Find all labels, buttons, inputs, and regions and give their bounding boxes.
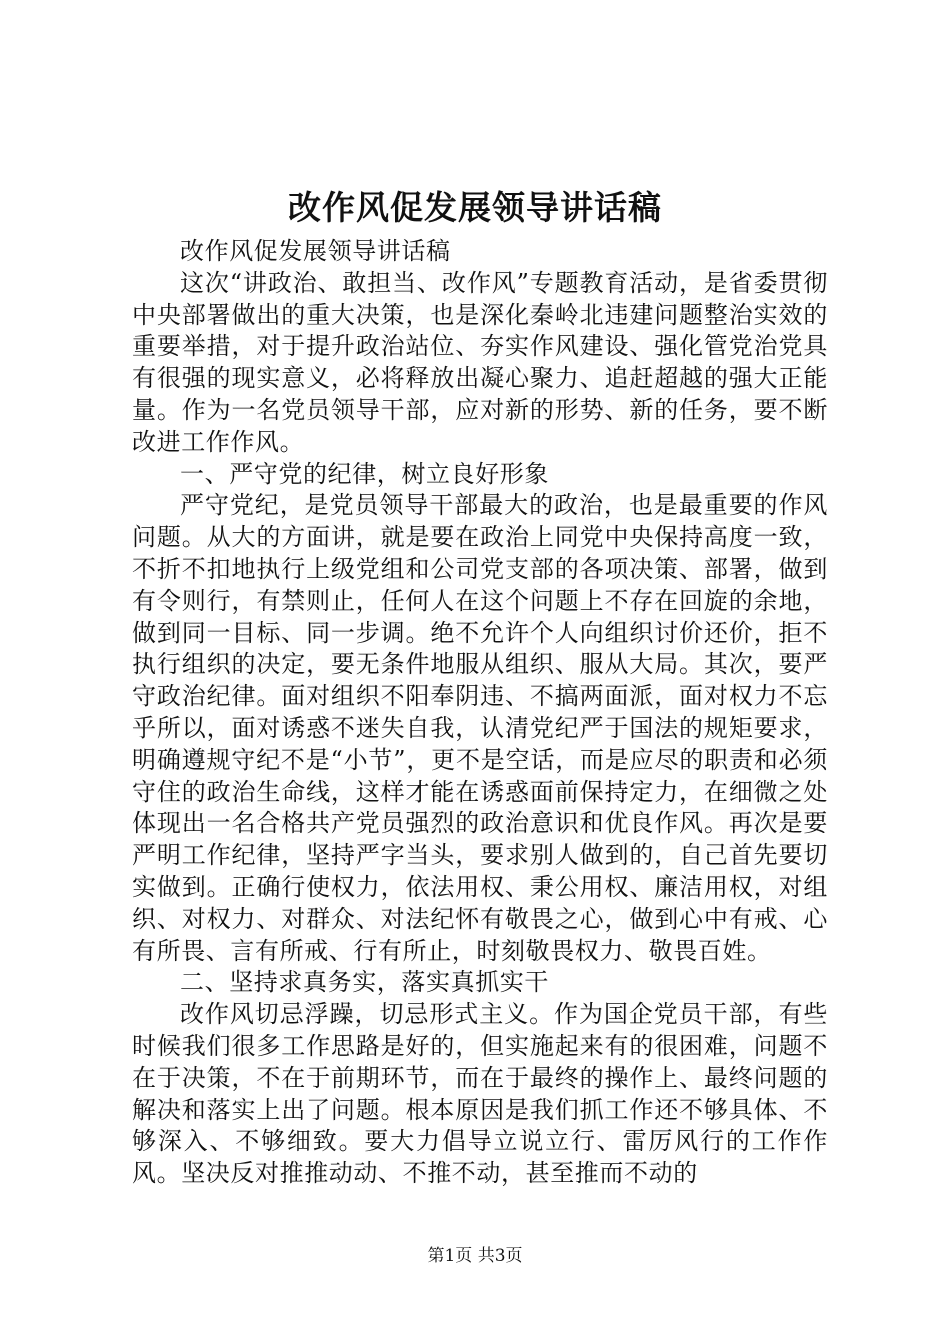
- section-1-paragraph: 严守党纪，是党员领导干部最大的政治，也是最重要的作风问题。从大的方面讲，就是要在政治上同党中央保持高度一致，不折不扣地执行上级党组和公司党支部的各项决策、部署，做到有令则行，有禁则止，任何人在这个问题上不存在回旋的余地，做到同一目标、同一步调。绝不允许个人向组织讨价还价，拒不执行组织的决定，要无条件地服从组织、服从大局。其次，要严守政治纪律。面对组织不阳奉阴违、不搞两面派，面对权力不忘乎所以，面对诱惑不迷失自我，认清党纪严于国法的规矩要求，明确遵规守纪不是“小节”，更不是空话，而是应尽的职责和必须守住的政治生命线，这样才能在诱惑面前保持定力，在细微之处体现出一名合格共产党员强烈的政治意识和优良作风。再次是要严明工作纪律，坚持严字当头，要求别人做到的，自己首先要切实做到。正确行使权力，依法用权、秉公用权、廉洁用权，对组织、对权力、对群众、对法纪怀有敬畏之心，做到心中有戒、心有所畏、言有所戒、行有所止，时刻敬畏权力、敬畏百姓。: [132, 491, 828, 965]
- intro-paragraph: 这次“讲政治、敢担当、改作风”专题教育活动，是省委贯彻中央部署做出的重大决策，也是深化秦岭北违建问题整治实效的重要举措，对于提升政治站位、夯实作风建设、强化管党治党具有很强的现实意义，必将释放出凝心聚力、追赶超越的强大正能量。作为一名党员领导干部，应对新的形势、新的任务，要不断改进工作作风。: [132, 268, 828, 456]
- page-footer: 第1页 共3页: [427, 1246, 523, 1266]
- subtitle-paragraph: 改作风促发展领导讲话稿: [180, 237, 451, 265]
- section-heading-1: 一、严守党的纪律，树立良好形象: [180, 459, 549, 488]
- page-title: 改作风促发展领导讲话稿: [288, 188, 662, 227]
- section-2-paragraph: 改作风切忌浮躁，切忌形式主义。作为国企党员干部，有些时候我们很多工作思路是好的，但实施起来有的很困难，问题不在于决策，不在于前期环节，而在于最终的操作上、最终问题的解决和落实上出了问题。根本原因是我们抓工作还不够具体、不够深入、不够细致。要大力倡导立说立行、雷厉风行的工作作风。坚决反对推推动动、不推不动，甚至推而不动的: [132, 1000, 828, 1188]
- document-body: [132, 236, 828, 1190]
- section-heading-2: 二、坚持求真务实，落实真抓实干: [180, 968, 549, 997]
